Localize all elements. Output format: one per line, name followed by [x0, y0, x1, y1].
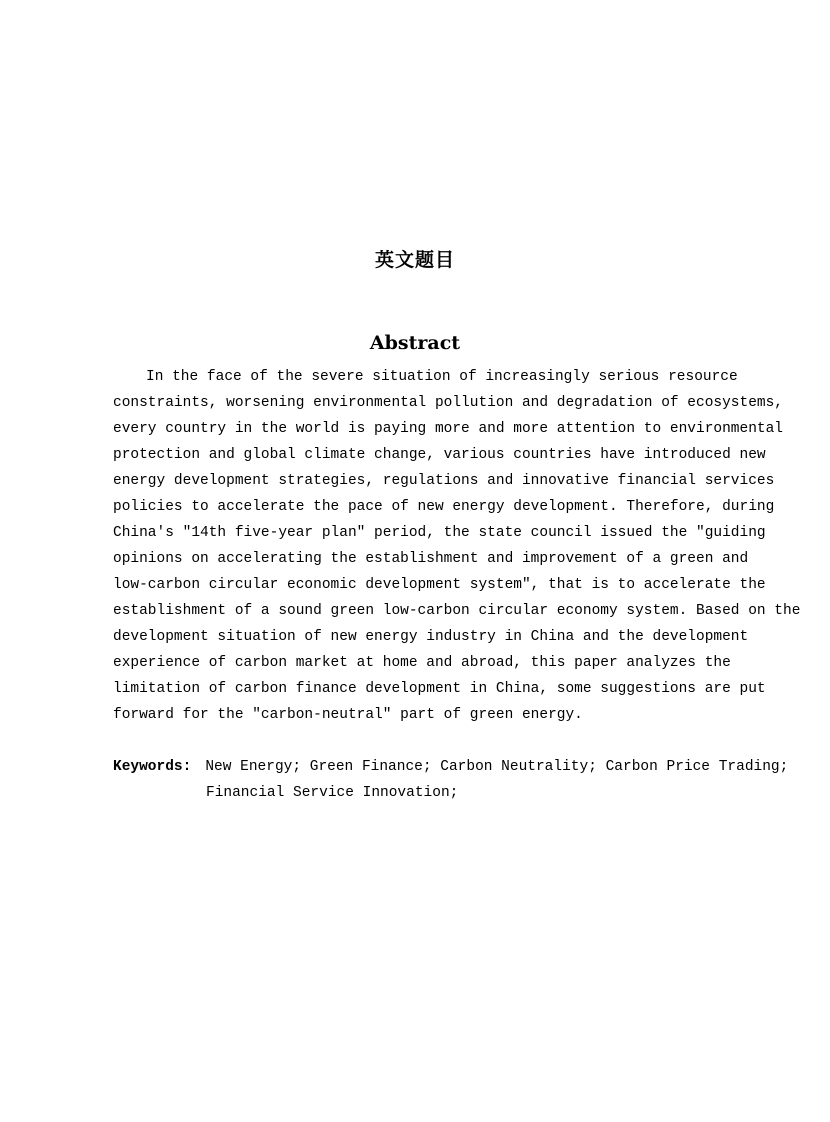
abstract-line: opinions on accelerating the establishment and improvement of a green and: [113, 551, 749, 567]
abstract-line: In the face of the severe situation of increasingly serious resource: [146, 369, 738, 385]
abstract-line: constraints, worsening environmental pollution and degradation of ecosystems,: [113, 395, 784, 411]
abstract-line: limitation of carbon finance development in China, some suggestions are put: [113, 681, 766, 697]
keywords-label: Keywords:: [113, 759, 192, 775]
abstract-line: every country in the world is paying more and more attention to environmental: [113, 421, 784, 437]
keywords-list: New Energy; Green Finance; Carbon Neutrality; Carbon Price Trading;: [205, 759, 789, 775]
abstract-line: establishment of a sound green low-carbon circular economy system. Based on the: [113, 603, 801, 619]
abstract-heading: Abstract: [369, 332, 461, 354]
abstract-line: China's "14th five-year plan" period, the state council issued the "guiding: [113, 525, 766, 541]
abstract-line: energy development strategies, regulations and innovative financial services: [113, 473, 775, 489]
abstract-line: experience of carbon market at home and abroad, this paper analyzes the: [113, 655, 731, 671]
abstract-line: policies to accelerate the pace of new energy development. Therefore, during: [113, 499, 775, 515]
abstract-line: low-carbon circular economic development system", that is to accelerate the: [113, 577, 766, 593]
chinese-title: 英文题目: [374, 249, 455, 271]
abstract-line: forward for the "carbon-neutral" part of green energy.: [113, 707, 583, 723]
abstract-body: [113, 364, 801, 728]
keywords-row: [113, 754, 789, 780]
abstract-line: protection and global climate change, various countries have introduced new: [113, 447, 766, 463]
abstract-line: development situation of new energy industry in China and the development: [113, 629, 749, 645]
keywords-section: [113, 754, 789, 806]
keywords-list-continued: Financial Service Innovation;: [206, 785, 459, 801]
